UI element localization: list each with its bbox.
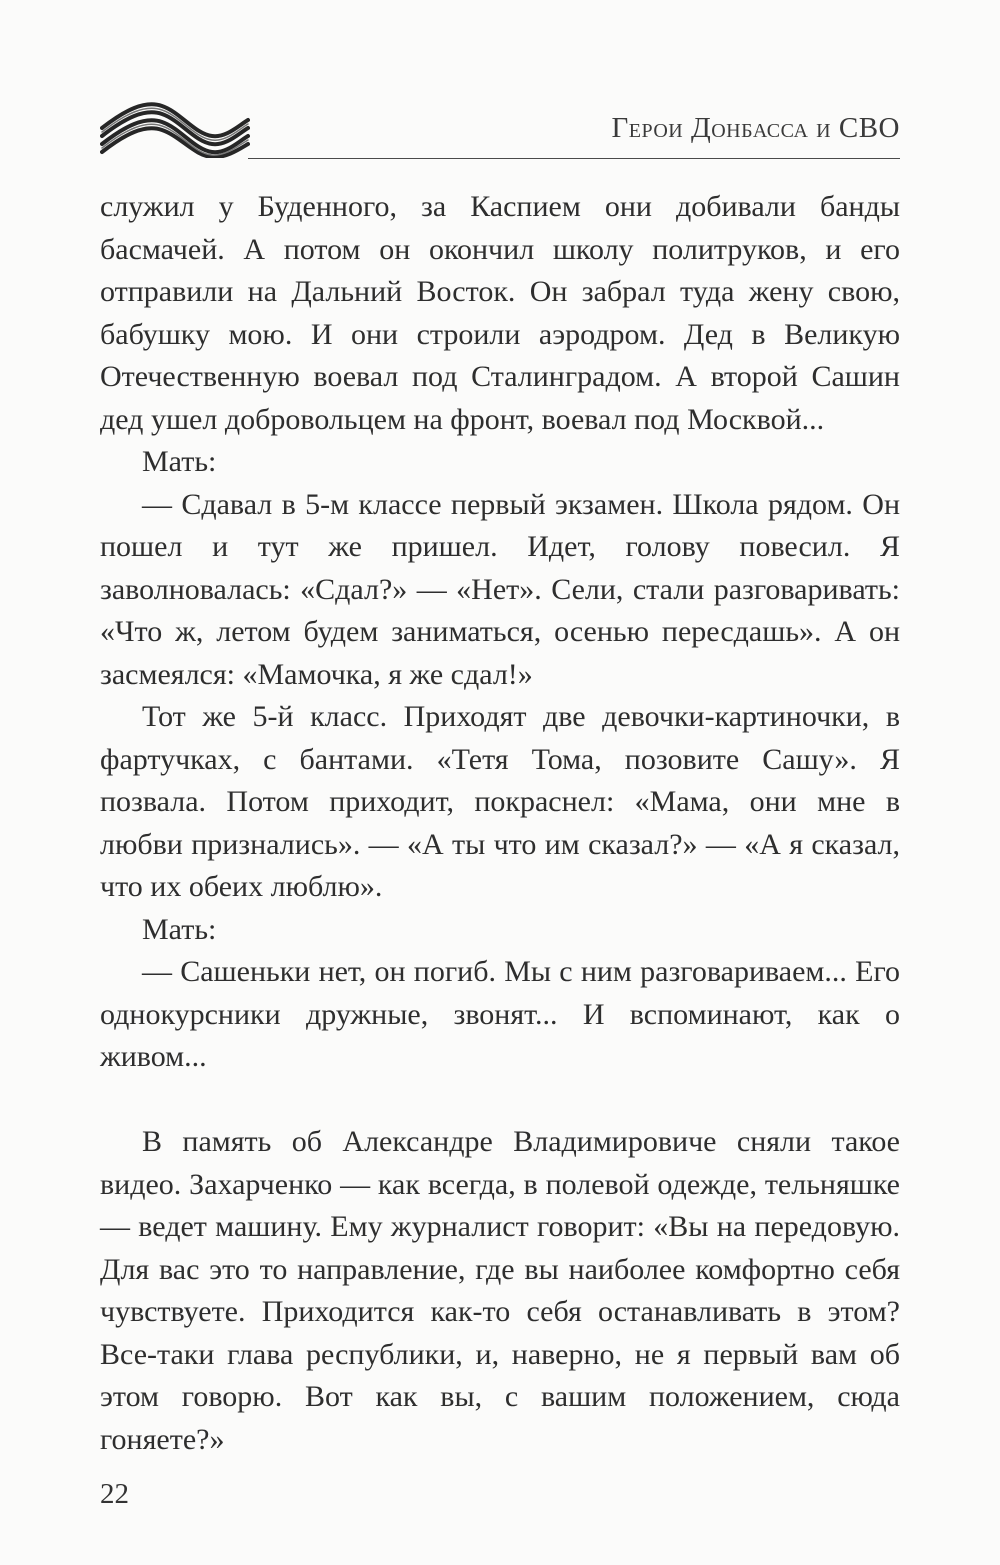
speaker-label: Мать: [142, 912, 217, 946]
section-gap [100, 1079, 900, 1122]
speaker-label: Мать: [142, 445, 217, 478]
page-header [0, 0, 1000, 170]
body-text [100, 186, 900, 1461]
paragraph: В память об Александре Владимировиче сняли такое видео. Захарченко — как всегда, в полевой одежде, тельняшке — ведет машину. Ему журналист говорит: «Вы на передовую. Для вас это то направление, где вы наиболее комфортно себя чувствуете. Приходится как-то себя останавливать в этом? Все-таки глава республики, и, наверно, не я первый вам об этом говорю. Вот как вы, с вашим положением, сюда гоняете?» [100, 1125, 900, 1456]
page-number: 22 [100, 1478, 129, 1510]
header-rule [248, 158, 900, 159]
running-title: Герои Донбасса и СВО [611, 112, 900, 144]
st-george-ribbon-icon [100, 96, 250, 158]
paragraph: — Сашеньки нет, он погиб. Мы с ним разговариваем... Его однокурсники дружные, звонят... И вспоминают, как о живом... [100, 955, 900, 1073]
paragraph: служил у Буденного, за Каспием они добивали банды басмачей. А потом он окончил школу политруков, и его отправили на Дальний Восток. Он забрал туда жену свою, бабушку мою. И они строили аэродром. Дед в Великую Отечественную воевал под Сталинградом. А второй Сашин дед ушел добровольцем на фронт, воевал под Москвой... [100, 190, 900, 436]
paragraph: — Сдавал в 5-м классе первый экзамен. Школа рядом. Он пошел и тут же пришел. Идет, голову повесил. Я заволновалась: «Сдал?» — «Нет». Сели, стали разговаривать: «Что ж, летом будем заниматься, осенью пересдашь». А он засмеялся: «Мамочка, я же сдал!» [100, 487, 900, 691]
paragraph: Тот же 5-й класс. Приходят две девочки-картиночки, в фартучках, с бантами. «Тетя Тома, позовите Сашу». Я позвала. Потом приходит, покраснел: «Мама, они мне в любви признались». — «А ты что им сказал?» — «А я сказал, что их обеих люблю». [100, 700, 900, 903]
